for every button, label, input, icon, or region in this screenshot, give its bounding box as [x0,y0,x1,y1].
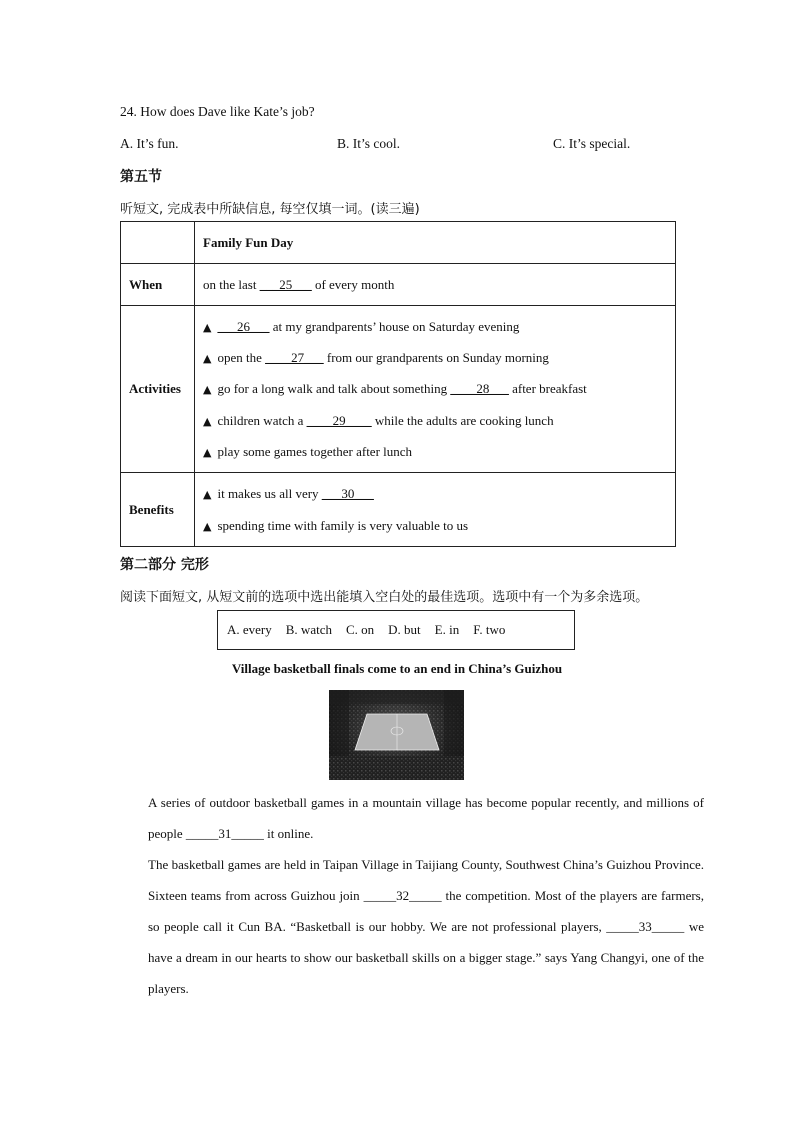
blank-28[interactable]: ____28___ [450,381,509,397]
table-corner-cell [121,222,195,264]
blank-26[interactable]: ___26___ [217,319,270,335]
family-fun-day-table [120,221,676,547]
benefits-cell [195,473,676,547]
blank-30[interactable]: ___30___ [321,486,374,502]
part-2-instruction: 阅读下面短文, 从短文前的选项中选出能填入空白处的最佳选项。选项中有一个为多余选项。 [120,590,649,605]
basketball-court-photo [329,690,464,780]
activities-cell [195,306,676,473]
cloze-option: D. but [388,622,421,637]
question-24: 24. How does Dave like Kate’s job? [120,104,315,119]
triangle-bullet-icon: ▲ [203,488,212,502]
benefits-label: Benefits [121,473,195,547]
option-b: B. It’s cool. [337,136,400,151]
blank-25[interactable]: ___25___ [259,276,312,292]
article-title: Village basketball finals come to an end in China’s Guizhou [231,661,563,676]
triangle-bullet-icon: ▲ [203,352,212,366]
article-paragraph-1: A series of outdoor basketball games in a mountain village has become popular recently, and millions of people _____31_____ it online. [148,795,704,841]
triangle-bullet-icon: ▲ [203,383,212,397]
blank-27[interactable]: ____27___ [265,350,324,366]
table-title: Family Fun Day [195,222,676,264]
when-cell: on the last ___25___ of every month [195,264,676,306]
when-label: When [121,264,195,306]
activity-item: ▲ play some games together after lunch [203,443,413,459]
cloze-option: C. on [345,622,375,637]
triangle-bullet-icon: ▲ [203,519,212,533]
cloze-option: E. in [434,622,460,637]
activity-item: ▲ children watch a ____29____ while the adults are cooking lunch [203,412,554,428]
activity-item: ▲ go for a long walk and talk about something ____28___ after breakfast [203,381,587,397]
article-paragraph-2: The basketball games are held in Taipan Village in Taijiang County, Southwest China’s Guizhou Province. Sixteen teams from across Guizhou join _____32_____ the competition. Most of the players are farmers, so people call it Cun BA. “Basketball is our hobby. We are not professional players, _____33_____ we have a dream in our hearts to show our basketball skills on a bigger stage.” says Yang Changyi, one of the players. [148,857,704,996]
cloze-option: F. two [473,622,506,637]
option-c: C. It’s special. [553,136,631,151]
part-2-title: 第二部分 完形 [120,557,209,573]
triangle-bullet-icon: ▲ [203,414,212,428]
benefit-item: ▲ spending time with family is very valuable to us [203,517,469,533]
blank-29[interactable]: ____29____ [306,412,372,428]
activity-item: ▲ ___26___ at my grandparents’ house on Saturday evening [203,319,520,335]
activities-label: Activities [121,306,195,473]
option-a: A. It’s fun. [120,136,179,151]
cloze-option: B. watch [285,622,332,637]
section-5-title: 第五节 [120,169,162,185]
basketball-court-image [329,690,464,780]
benefit-item: ▲ it makes us all very ___30___ [203,486,374,502]
triangle-bullet-icon: ▲ [203,321,212,335]
cloze-option: A. every [227,622,272,637]
section-5-instruction: 听短文, 完成表中所缺信息, 每空仅填一词。(读三遍) [120,202,420,217]
cloze-options-box [217,610,575,650]
triangle-bullet-icon: ▲ [203,445,212,459]
activity-item: ▲ open the ____27___ from our grandparents on Sunday morning [203,350,549,366]
